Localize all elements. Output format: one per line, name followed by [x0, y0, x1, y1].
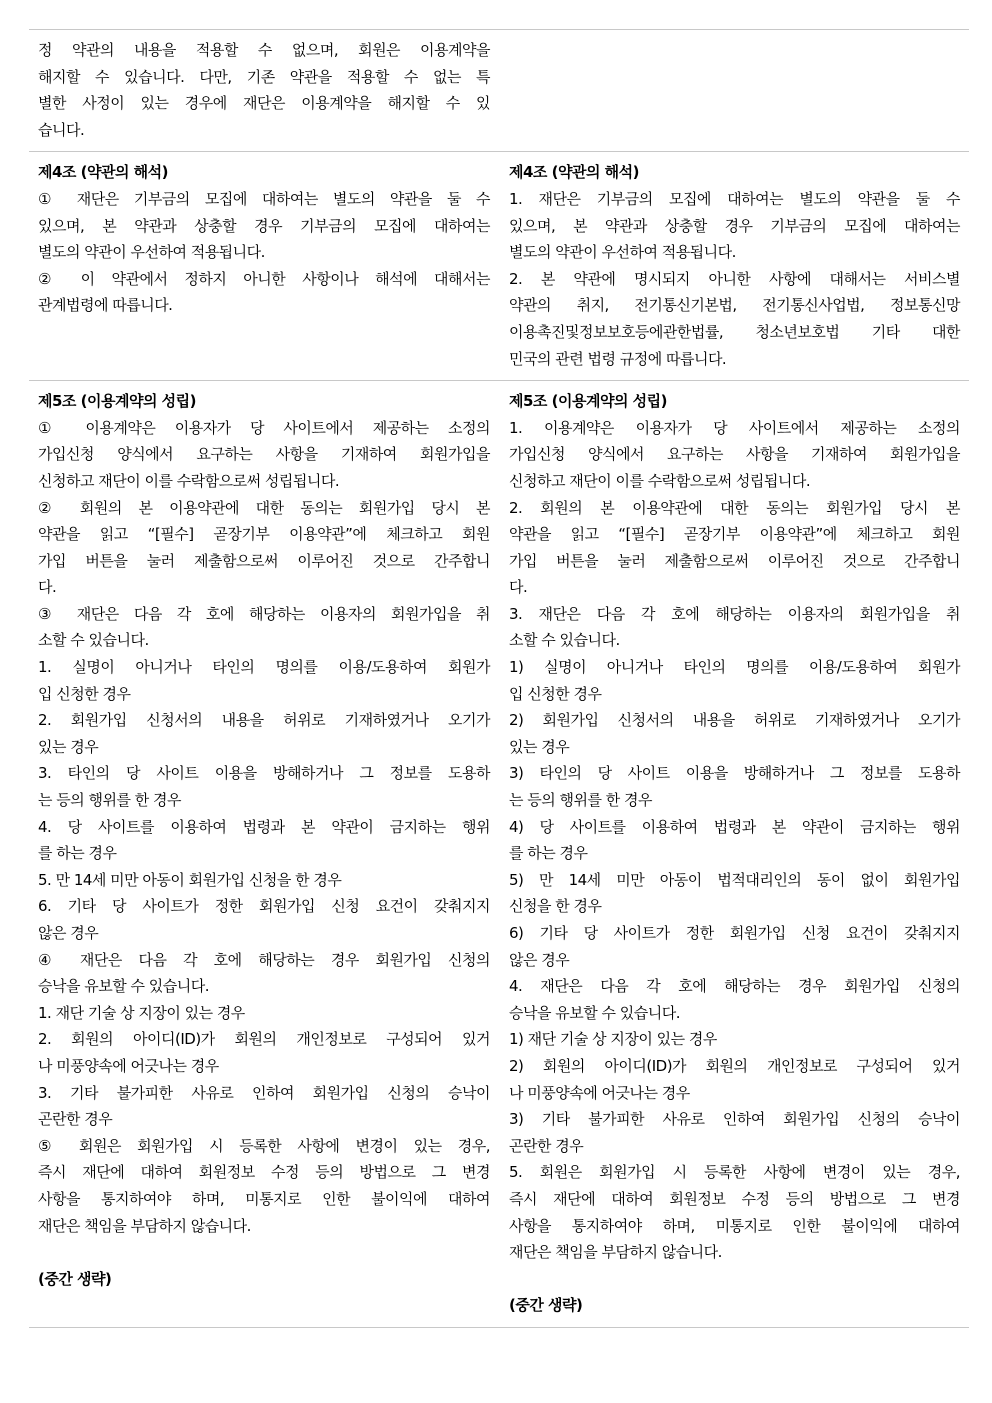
text-line: 승낙을 유보할 수 있습니다. — [509, 1003, 680, 1022]
text-line: 1) 실명이 아니거나 타인의 명의를 이용/도용하여 회원가 — [509, 658, 960, 677]
text-line: 4. 재단은 다음 각 호에 해당하는 경우 회원가입 신청의 — [509, 977, 960, 996]
table-row — [29, 381, 969, 1328]
text-line: 신청하고 재단이 이를 수락함으로써 성립됩니다. — [38, 471, 340, 490]
text-line: ② 이 약관에서 정하지 아니한 사항이나 해석에 대해서는 — [38, 269, 490, 288]
text-line: 1) 재단 기술 상 지장이 있는 경우 — [509, 1030, 717, 1049]
text-line: 정 약관의 내용을 적용할 수 없으며, 회원은 이용계약을 — [38, 41, 490, 59]
text-line: 5. 회원은 회원가입 시 등록한 사항에 변경이 있는 경우, — [509, 1163, 960, 1182]
text-line: 신청하고 재단이 이를 수락함으로써 성립됩니다. — [509, 471, 811, 490]
table-row — [29, 152, 969, 381]
text-line: 별도의 약관이 우선하여 적용됩니다. — [509, 243, 736, 262]
text-line: 즉시 재단에 대하여 회원정보 수정 등의 방법으로 그 변경 — [38, 1163, 490, 1182]
text-line: 별도의 약관이 우선하여 적용됩니다. — [38, 243, 265, 262]
text-line: 다. — [509, 578, 528, 597]
text-line: 2. 회원의 본 이용약관에 대한 동의는 회원가입 당시 본 — [509, 498, 960, 517]
text-line: 4. 당 사이트를 이용하여 법령과 본 약관이 금지하는 행위 — [38, 817, 490, 836]
text-line: ① 이용계약은 이용자가 당 사이트에서 제공하는 소정의 — [38, 418, 490, 437]
text-line: 나 미풍양속에 어긋나는 경우 — [509, 1083, 690, 1102]
text-line: 있는 경우 — [509, 737, 570, 756]
text-line: 4) 당 사이트를 이용하여 법령과 본 약관이 금지하는 행위 — [509, 817, 960, 836]
text-line: 3) 타인의 당 사이트 이용을 방해하거나 그 정보를 도용하 — [509, 764, 960, 783]
text-line: 1. 재단은 기부금의 모집에 대하여는 별도의 약관을 둘 수 — [509, 189, 960, 208]
text-line: 가입 버튼을 눌러 제출함으로써 이루어진 것으로 간주합니 — [509, 551, 960, 570]
table-body — [29, 30, 969, 1328]
text-line: 2. 회원의 아이디(ID)가 회원의 개인정보로 구성되어 있거 — [38, 1030, 490, 1049]
text-line: 있으며, 본 약관과 상충할 경우 기부금의 모집에 대하여는 — [38, 216, 490, 235]
text-line: 를 하는 경우 — [38, 844, 117, 863]
text-line: 1. 실명이 아니거나 타인의 명의를 이용/도용하여 회원가 — [38, 658, 490, 677]
text-line: 2) 회원의 아이디(ID)가 회원의 개인정보로 구성되어 있거 — [509, 1056, 960, 1075]
text-line: 이용촉진및정보보호등에관한법률, 청소년보호법 기타 대한 — [509, 322, 960, 341]
text-line: 3) 기타 불가피한 사유로 인하여 회원가입 신청의 승낙이 — [509, 1110, 960, 1129]
article-heading: 제4조 (약관의 해석) — [509, 163, 640, 182]
comparison-table — [29, 29, 969, 1328]
text-line: ④ 재단은 다음 각 호에 해당하는 경우 회원가입 신청의 — [38, 950, 490, 969]
spacer-line — [509, 1266, 960, 1293]
text-line: 입 신청한 경우 — [509, 684, 602, 703]
text-line: 약관의 취지, 전기통신기본법, 전기통신사업법, 정보통신망 — [509, 296, 960, 315]
article-heading: 제5조 (이용계약의 성립) — [509, 392, 668, 411]
text-line: 2) 회원가입 신청서의 내용을 허위로 기재하였거나 오기가 — [509, 711, 960, 730]
text-line: 사항을 통지하여야 하며, 미통지로 인한 불이익에 대하여 — [509, 1216, 960, 1235]
text-line: 소할 수 있습니다. — [38, 631, 149, 650]
text-line: 5. 만 14세 미만 아동이 회원가입 신청을 한 경우 — [38, 870, 342, 889]
text-line: 다. — [38, 578, 57, 597]
text-line: 관계법령에 따릅니다. — [38, 296, 173, 315]
text-line: 입 신청한 경우 — [38, 684, 131, 703]
new-terms-cell — [499, 152, 969, 380]
text-line: 승낙을 유보할 수 있습니다. — [38, 977, 209, 996]
text-line: 가입신청 양식에서 요구하는 사항을 기재하여 회원가입을 — [509, 445, 960, 464]
text-line: 2. 회원가입 신청서의 내용을 허위로 기재하였거나 오기가 — [38, 711, 490, 730]
text-line: 별한 사정이 있는 경우에 재단은 이용계약을 해지할 수 있 — [38, 94, 490, 113]
text-line: 가입신청 양식에서 요구하는 사항을 기재하여 회원가입을 — [38, 445, 490, 464]
text-line: 2. 본 약관에 명시되지 아니한 사항에 대해서는 서비스별 — [509, 269, 960, 288]
article-heading: 제5조 (이용계약의 성립) — [38, 392, 197, 411]
text-line: 약관을 읽고 “[필수] 곧장기부 이용약관”에 체크하고 회원 — [38, 525, 490, 544]
text-line: 1. 이용계약은 이용자가 당 사이트에서 제공하는 소정의 — [509, 418, 960, 437]
text-line: 재단은 책임을 부담하지 않습니다. — [509, 1243, 722, 1262]
text-line: 곤란한 경우 — [38, 1110, 113, 1129]
table-row — [29, 30, 969, 152]
text-line: 를 하는 경우 — [509, 844, 588, 863]
text-line: ① 재단은 기부금의 모집에 대하여는 별도의 약관을 둘 수 — [38, 189, 490, 208]
text-line: 6) 기타 당 사이트가 정한 회원가입 신청 요건이 갖춰지지 — [509, 924, 960, 942]
text-line: 소할 수 있습니다. — [509, 631, 620, 650]
old-terms-cell — [29, 30, 499, 151]
article-heading: (중간 생략) — [509, 1296, 583, 1315]
text-line: 6. 기타 당 사이트가 정한 회원가입 신청 요건이 갖춰지지 — [38, 897, 490, 916]
text-line: 3. 기타 불가피한 사유로 인하여 회원가입 신청의 승낙이 — [38, 1083, 490, 1102]
old-terms-cell — [29, 152, 499, 380]
text-line: 나 미풍양속에 어긋나는 경우 — [38, 1056, 219, 1075]
text-line: 사항을 통지하여야 하며, 미통지로 인한 불이익에 대하여 — [38, 1189, 490, 1208]
text-line: 3. 재단은 다음 각 호에 해당하는 이용자의 회원가입을 취 — [509, 604, 960, 623]
text-line: 약관을 읽고 “[필수] 곧장기부 이용약관”에 체크하고 회원 — [509, 525, 960, 544]
text-line: 있는 경우 — [38, 737, 99, 756]
text-line: 1. 재단 기술 상 지장이 있는 경우 — [38, 1003, 245, 1022]
text-line: 않은 경우 — [38, 924, 99, 942]
text-line: 3. 타인의 당 사이트 이용을 방해하거나 그 정보를 도용하 — [38, 764, 490, 783]
text-line: ⑤ 회원은 회원가입 시 등록한 사항에 변경이 있는 경우, — [38, 1136, 490, 1155]
spacer-line — [38, 1239, 490, 1266]
text-line: ② 회원의 본 이용약관에 대한 동의는 회원가입 당시 본 — [38, 498, 490, 517]
article-heading: 제4조 (약관의 해석) — [38, 163, 169, 182]
text-line: 민국의 관련 법령 규정에 따릅니다. — [509, 349, 727, 368]
new-terms-cell — [499, 381, 969, 1327]
text-line: 습니다. — [38, 120, 85, 139]
text-line: 는 등의 행위를 한 경우 — [38, 791, 181, 810]
text-line: 해지할 수 있습니다. 다만, 기존 약관을 적용할 수 없는 특 — [38, 67, 490, 86]
text-line: 는 등의 행위를 한 경우 — [509, 791, 652, 810]
text-line: 신청을 한 경우 — [509, 897, 602, 916]
new-terms-cell — [499, 30, 969, 151]
article-heading: (중간 생략) — [38, 1269, 112, 1288]
text-line: ③ 재단은 다음 각 호에 해당하는 이용자의 회원가입을 취 — [38, 604, 490, 623]
text-line: 재단은 책임을 부담하지 않습니다. — [38, 1216, 251, 1235]
text-line: 5) 만 14세 미만 아동이 법적대리인의 동이 없이 회원가입 — [509, 870, 960, 889]
text-line: 있으며, 본 약관과 상충할 경우 기부금의 모집에 대하여는 — [509, 216, 960, 235]
text-line: 가입 버튼을 눌러 제출함으로써 이루어진 것으로 간주합니 — [38, 551, 490, 570]
text-line: 않은 경우 — [509, 950, 570, 969]
old-terms-cell — [29, 381, 499, 1327]
text-line: 즉시 재단에 대하여 회원정보 수정 등의 방법으로 그 변경 — [509, 1189, 960, 1208]
text-line: 곤란한 경우 — [509, 1136, 584, 1155]
